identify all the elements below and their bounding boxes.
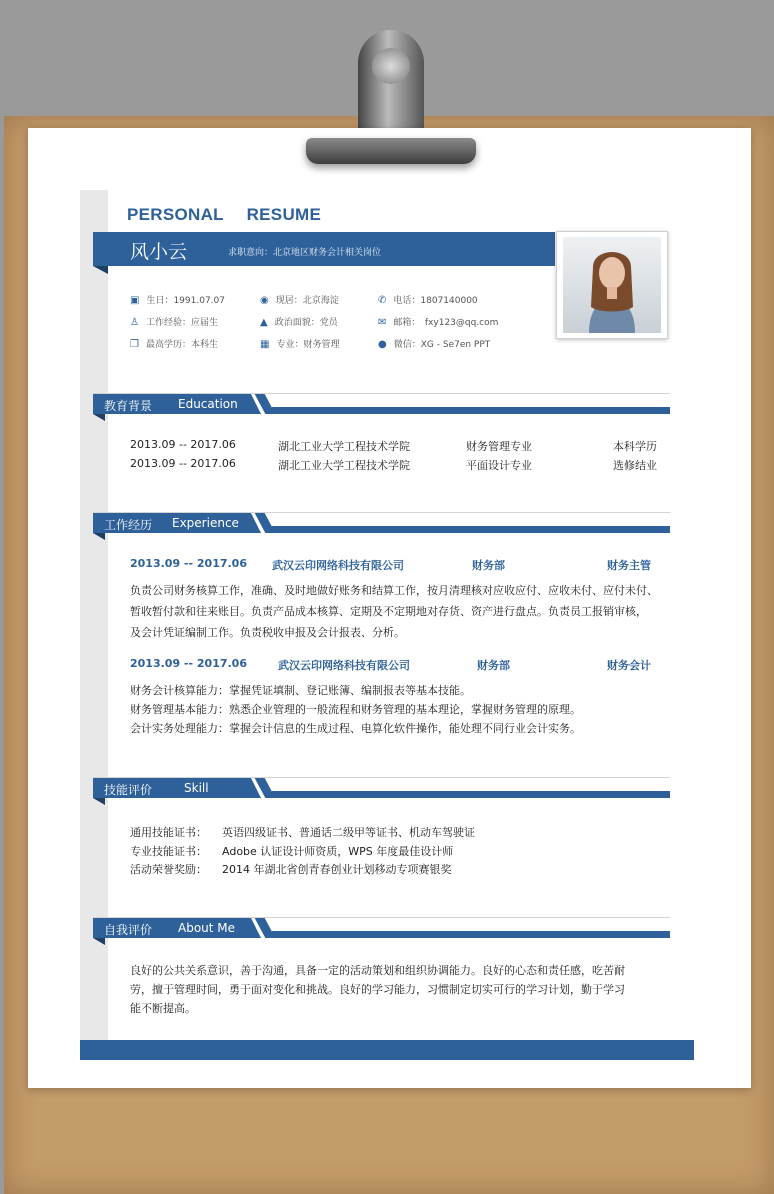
about-tab-fold — [93, 938, 105, 945]
chat-icon: ● — [378, 339, 387, 350]
footer-bar — [80, 1040, 694, 1060]
info-birthday: ▣ 生日：1991.07.07 — [130, 295, 225, 306]
job-2-desc-line-1: 财务会计核算能力：掌握凭证填制、登记账簿、编制报表等基本技能。 — [130, 684, 471, 697]
job-2-role: 财务会计 — [607, 659, 651, 672]
education-title-cn: 教育背景 — [104, 399, 153, 413]
headline-personal: PERSONAL — [127, 205, 224, 224]
job-1-date: 2013.09 -- 2017.06 — [130, 557, 247, 570]
experience-tab-fold — [93, 533, 105, 540]
info-phone: ✆ 电话：1807140000 — [378, 295, 478, 306]
education-tab-fold — [93, 414, 105, 421]
job-2-desc-line-3: 会计实务处理能力：掌握会计信息的生成过程、电算化软件操作，能处理不同行业会计实务。 — [130, 722, 581, 735]
skill-stripe — [272, 791, 670, 798]
job-1-desc-line-1: 负责公司财务核算工作，准确、及时地做好账务和结算工作，按月清理核对应收应付、应收未付、应付未付、 — [130, 584, 658, 597]
profile-photo — [556, 231, 668, 339]
edu-row-1-school: 湖北工业大学工程技术学院 — [278, 440, 410, 453]
job-1-company: 武汉云印网络科技有限公司 — [272, 559, 404, 572]
info-political: ▲ 政治面貌：党员 — [260, 317, 338, 328]
job-1-desc-line-3: 及会计凭证编制工作。负责税收申报及会计报表、分析。 — [130, 626, 405, 639]
job-1-dept: 财务部 — [472, 559, 505, 572]
binder-clip-base — [306, 138, 476, 164]
job-2-company: 武汉云印网络科技有限公司 — [278, 659, 410, 672]
location-icon: ◉ — [260, 295, 269, 306]
skill-row-3-label: 活动荣誉奖励： — [130, 863, 207, 876]
job-2-desc-line-2: 财务管理基本能力：熟悉企业管理的一般流程和财务管理的基本理论，掌握财务管理的原理。 — [130, 703, 581, 716]
job-1-desc-line-2: 暂收暂付款和往来账目。负责产品成本核算、定期及不定期地对存货、资产进行盘点。负责员工报销审核， — [130, 605, 647, 618]
calendar-icon: ▣ — [130, 295, 140, 306]
headline-resume: RESUME — [246, 205, 322, 224]
education-title-en: Education — [178, 397, 238, 411]
experience-title-cn: 工作经历 — [104, 518, 153, 532]
graduation-cap-icon: ▲ — [260, 317, 268, 328]
binder-clip-hole — [372, 48, 410, 84]
profile-photo-image — [563, 237, 661, 333]
job-2-dept: 财务部 — [477, 659, 510, 672]
edu-row-1-major: 财务管理专业 — [466, 440, 532, 453]
info-major: ▦ 专业：财务管理 — [260, 339, 340, 350]
info-residence: ◉ 现居：北京海淀 — [260, 295, 339, 306]
about-stripe — [272, 931, 670, 938]
job-1-role: 财务主管 — [607, 559, 651, 572]
info-email: ✉ 邮箱： fxy123@qq.com — [378, 317, 499, 328]
resume-headline — [127, 205, 321, 225]
grid-icon: ▦ — [260, 339, 270, 350]
experience-title-en: Experience — [172, 516, 239, 530]
edu-row-2-major: 平面设计专业 — [466, 459, 532, 472]
education-stripe — [272, 407, 670, 414]
experience-stripe — [272, 526, 670, 533]
skill-row-2-label: 专业技能证书： — [130, 845, 207, 858]
skill-row-2-value: Adobe 认证设计师资质，WPS 年度最佳设计师 — [222, 845, 454, 858]
edu-row-1-degree: 本科学历 — [613, 440, 657, 453]
skill-row-1-label: 通用技能证书： — [130, 826, 207, 839]
about-title-cn: 自我评价 — [104, 923, 153, 937]
about-line-1: 良好的公共关系意识，善于沟通，具备一定的活动策划和组织协调能力。良好的心态和责任感，吃苦耐 — [130, 964, 625, 977]
person-icon: ♙ — [130, 317, 139, 328]
edu-row-2-date: 2013.09 -- 2017.06 — [130, 457, 236, 470]
mail-icon: ✉ — [378, 317, 387, 328]
name-banner-fold — [93, 266, 108, 274]
info-education-level: ❐ 最高学历：本科生 — [130, 339, 218, 350]
about-line-2: 劳，擅于管理时间，勇于面对变化和挑战。良好的学习能力，习惯制定切实可行的学习计划，勤于学习 — [130, 983, 625, 996]
candidate-name: 风小云 — [130, 241, 188, 263]
edu-row-2-degree: 选修结业 — [613, 459, 657, 472]
job-intention: 求职意向：北京地区财务会计相关岗位 — [228, 248, 382, 258]
skill-title-cn: 技能评价 — [104, 783, 153, 797]
skill-row-1-value: 英语四级证书、普通话二级甲等证书、机动车驾驶证 — [222, 826, 475, 839]
info-wechat: ● 微信：XG - Se7en PPT — [378, 339, 491, 350]
edu-row-2-school: 湖北工业大学工程技术学院 — [278, 459, 410, 472]
about-title-en: About Me — [178, 921, 236, 935]
skill-row-3-value: 2014 年湖北省创青春创业计划移动专项赛银奖 — [222, 863, 452, 876]
book-icon: ❐ — [130, 339, 139, 350]
skill-tab-fold — [93, 798, 105, 805]
skill-title-en: Skill — [184, 781, 209, 795]
about-line-3: 能不断提高。 — [130, 1002, 196, 1015]
phone-icon: ✆ — [378, 295, 387, 306]
edu-row-1-date: 2013.09 -- 2017.06 — [130, 438, 236, 451]
job-2-date: 2013.09 -- 2017.06 — [130, 657, 247, 670]
info-experience: ♙ 工作经验：应届生 — [130, 317, 218, 328]
